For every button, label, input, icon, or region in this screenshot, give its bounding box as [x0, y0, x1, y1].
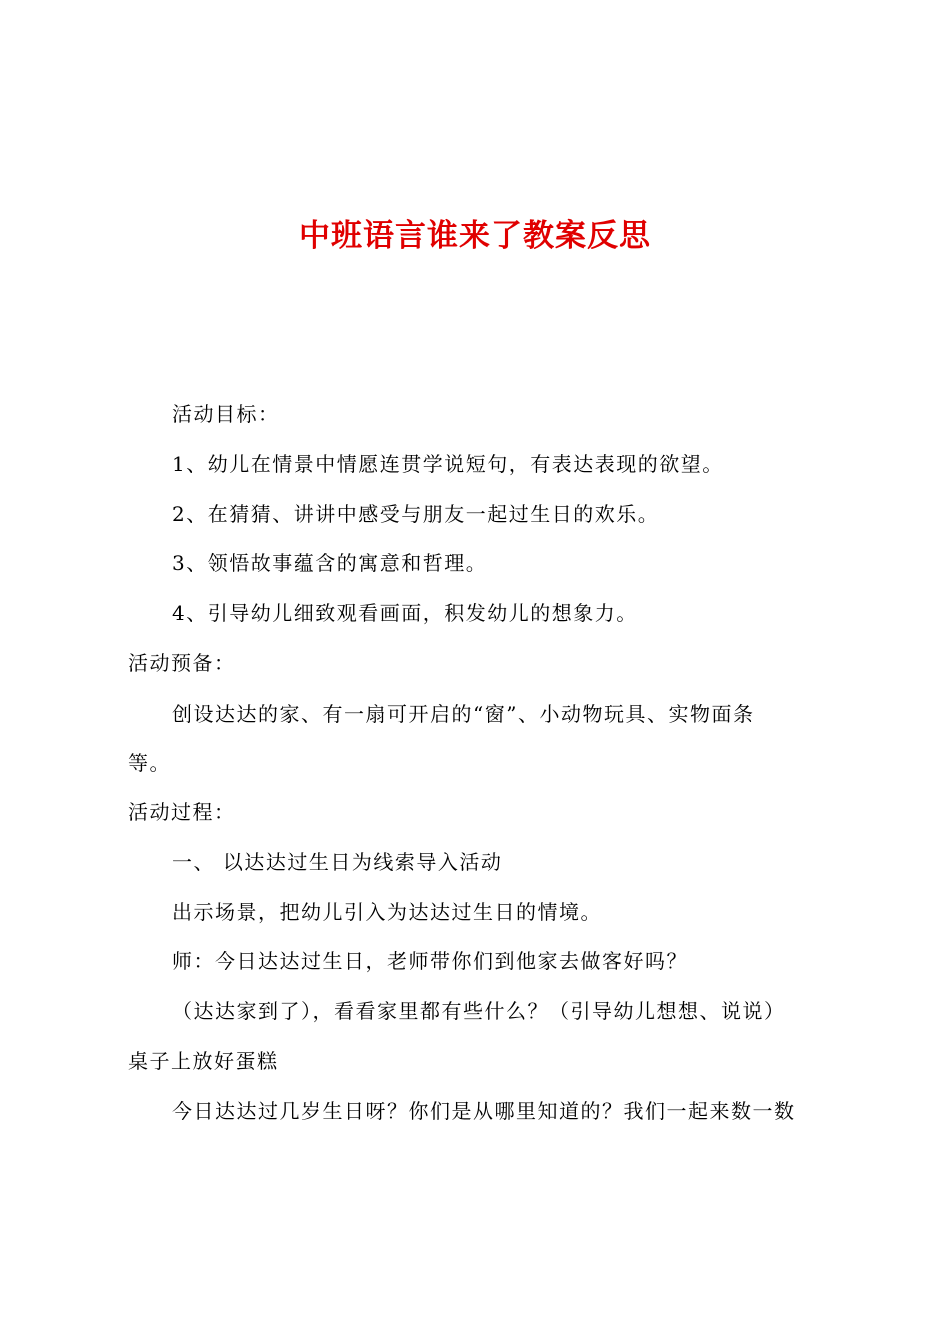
preparation-text: 创设达达的家、有一扇可开启的“窗”、小动物玩具、实物面条: [172, 702, 755, 726]
process-paragraph: （达达家到了），看看家里都有些什么？（引导幼儿想想、说说）: [172, 999, 786, 1023]
process-paragraph: 师：今日达达过生日，老师带你们到他家去做客好吗？: [172, 949, 688, 973]
process-paragraph: 出示场景，把幼儿引入为达达过生日的情境。: [172, 900, 602, 924]
section-heading-preparation: 活动预备：: [128, 651, 236, 675]
goal-item-1: 1、幼儿在情景中情愿连贯学说短句，有表达表现的欲望。: [172, 452, 724, 476]
process-step-1-heading: 一、 以达达过生日为线索导入活动: [172, 850, 503, 874]
section-heading-process: 活动过程：: [128, 800, 236, 824]
section-heading-goals: 活动目标：: [172, 402, 280, 426]
goal-item-2: 2、在猜猜、讲讲中感受与朋友一起过生日的欢乐。: [172, 502, 660, 526]
process-paragraph: 今日达达过几岁生日呀？你们是从哪里知道的？我们一起来数一数: [172, 1099, 796, 1123]
preparation-text-continued: 等。: [128, 751, 171, 775]
goal-item-3: 3、领悟故事蕴含的寓意和哲理。: [172, 551, 488, 575]
document-title: 中班语言谁来了教案反思: [299, 218, 651, 254]
goal-item-4: 4、引导幼儿细致观看画面，积发幼儿的想象力。: [172, 601, 638, 625]
process-paragraph: 桌子上放好蛋糕: [128, 1049, 279, 1073]
